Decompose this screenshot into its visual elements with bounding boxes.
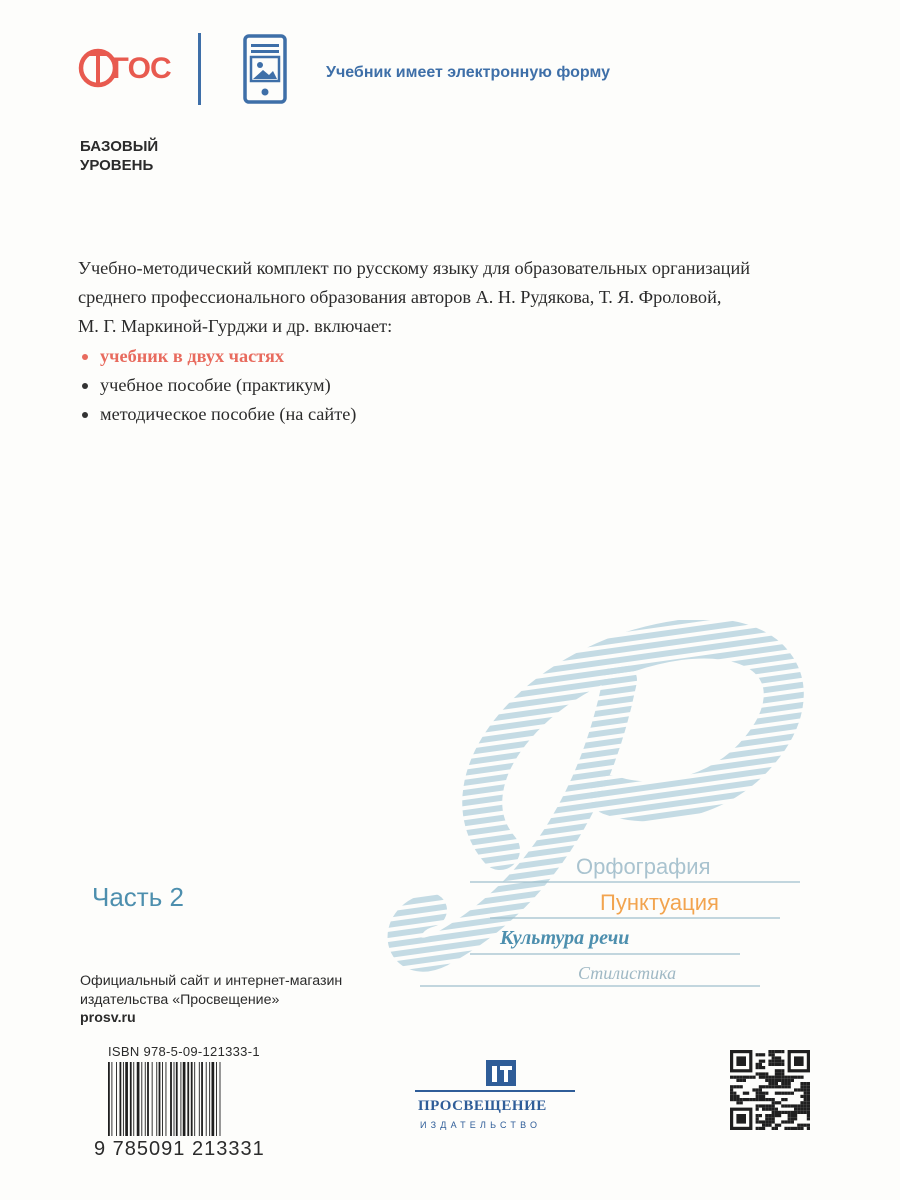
subject-punctuation: Пунктуация (600, 890, 719, 915)
site-line-1: Официальный сайт и интернет-магазин (80, 973, 343, 989)
intro-line-1: Учебно-методический комплект по русскому языку для образовательных организаций (78, 258, 751, 278)
kit-item-methodical: методическое пособие (на сайте) (80, 400, 356, 429)
site-url: prosv.ru (80, 1010, 136, 1026)
decorative-letter-r-icon (380, 620, 820, 1010)
kit-items-list (80, 342, 356, 429)
barcode-icon (104, 1062, 264, 1142)
series-description (78, 254, 838, 341)
tablet-icon (243, 34, 287, 104)
publisher-name: ПРОСВЕЩЕНИЕ (418, 1098, 547, 1114)
level-label (80, 137, 158, 175)
official-site-note (80, 972, 342, 1010)
subject-stylistics: Стилистика (578, 963, 677, 983)
level-line-1: БАЗОВЫЙ (80, 138, 159, 155)
kit-item-workbook: учебное пособие (практикум) (80, 371, 356, 400)
site-line-2: издательства «Просвещение» (80, 992, 280, 1008)
isbn-label: ISBN 978-5-09-121333-1 (108, 1044, 260, 1059)
intro-line-2: среднего профессионального образования авторов А. Н. Рудякова, Т. Я. Фроловой, (78, 287, 722, 307)
publisher-subtitle: ИЗДАТЕЛЬСТВО (420, 1120, 542, 1130)
level-line-2: УРОВЕНЬ (80, 157, 154, 174)
kit-item-textbook: учебник в двух частях (80, 342, 356, 371)
publisher-rule (415, 1090, 575, 1092)
header-divider (198, 33, 201, 105)
part-number: Часть 2 (92, 882, 184, 912)
subject-speech-culture: Культура речи (500, 927, 630, 949)
intro-line-3: М. Г. Маркиной-Гурджи и др. включает: (78, 316, 393, 336)
subject-orthography: Орфография (576, 854, 711, 879)
publisher-logo-icon (484, 1058, 518, 1088)
qr-code-icon (730, 1050, 810, 1130)
electronic-form-note: Учебник имеет электронную форму (326, 64, 610, 81)
barcode-digits: 9 785091 213331 (94, 1138, 265, 1160)
fgos-label: ГОС (112, 52, 171, 85)
